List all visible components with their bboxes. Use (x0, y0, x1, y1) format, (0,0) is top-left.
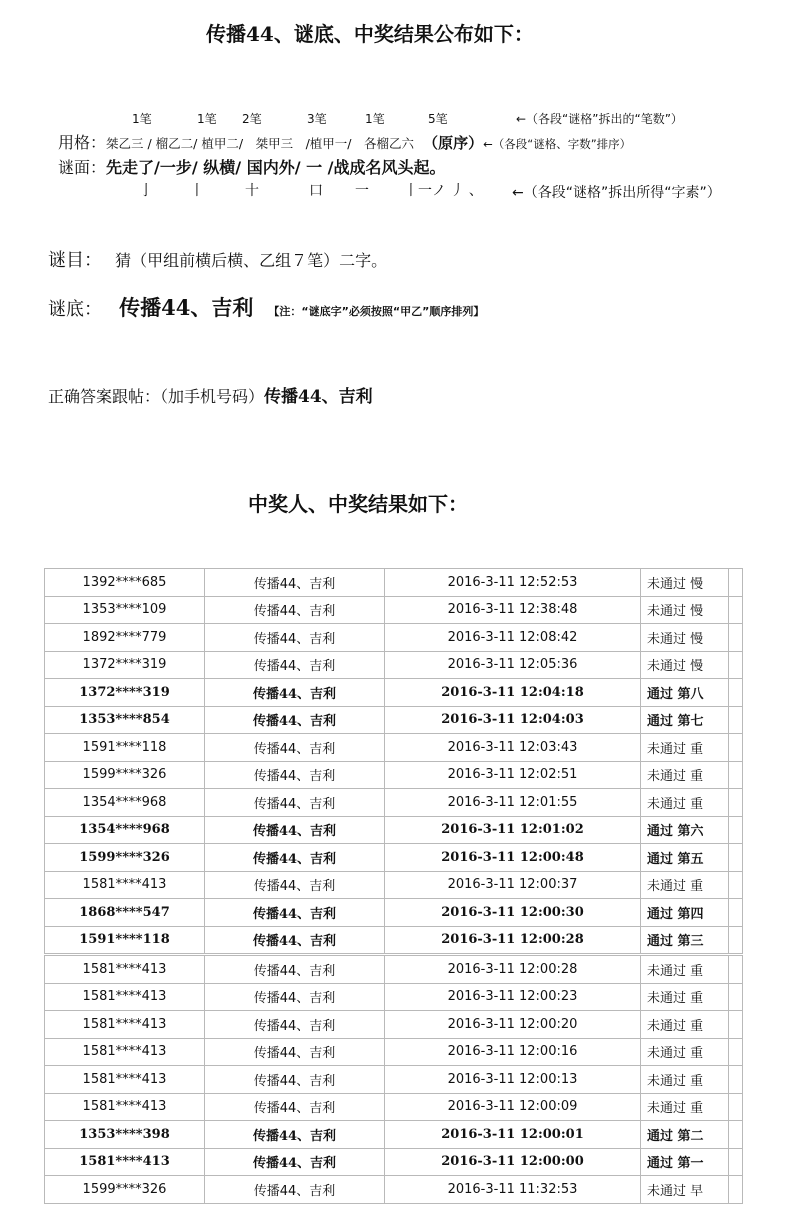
answer-cell: 传播44、吉利 (205, 816, 385, 844)
radical: 十 (245, 183, 259, 199)
spacer-cell (729, 679, 743, 707)
mimian-line (58, 155, 446, 178)
yongge-note: ←（各段“谜格、字数”排序） (483, 137, 632, 151)
spacer-cell (729, 871, 743, 899)
phone-cell: 1372****319 (45, 679, 205, 707)
table-row (45, 816, 743, 844)
result-cell: 未通过 重 (641, 1066, 729, 1094)
table-row (45, 1011, 743, 1039)
spacer-cell (729, 734, 743, 762)
table-row (45, 871, 743, 899)
midi-label: 谜底： (48, 299, 102, 320)
answer-cell: 传播44、吉利 (205, 596, 385, 624)
table-row (45, 1121, 743, 1149)
results-body (45, 569, 743, 1204)
phone-cell: 1354****968 (45, 816, 205, 844)
table-row (45, 789, 743, 817)
time-cell: 2016-3-11 12:02:51 (385, 761, 641, 789)
stroke-count-note: ←（各段“谜格”拆出的“笔数”） (516, 112, 683, 126)
result-cell: 未通过 重 (641, 789, 729, 817)
results-table (44, 568, 743, 1204)
answer-cell: 传播44、吉利 (205, 1148, 385, 1176)
result-cell: 未通过 重 (641, 1093, 729, 1121)
answer-cell: 传播44、吉利 (205, 983, 385, 1011)
answer-cell: 传播44、吉利 (205, 761, 385, 789)
spacer-cell (729, 761, 743, 789)
time-cell: 2016-3-11 12:04:18 (385, 679, 641, 707)
result-cell: 通过 第八 (641, 679, 729, 707)
answer-cell: 传播44、吉利 (205, 955, 385, 984)
time-cell: 2016-3-11 12:01:02 (385, 816, 641, 844)
stroke-count: 5笔 (428, 112, 448, 126)
phone-cell: 1353****109 (45, 596, 205, 624)
midi-note: 【注：“谜底字”必须按照“甲乙”顺序排列】 (268, 305, 485, 318)
phone-cell: 1354****968 (45, 789, 205, 817)
reply-value: 传播44、吉利 (264, 387, 373, 407)
radical: 亅 (139, 183, 153, 199)
winners-title: 中奖人、中奖结果如下： (248, 492, 468, 516)
result-cell: 未通过 早 (641, 1176, 729, 1204)
radical: 一 (355, 183, 369, 199)
answer-cell: 传播44、吉利 (205, 899, 385, 927)
time-cell: 2016-3-11 12:00:48 (385, 844, 641, 872)
answer-cell: 传播44、吉利 (205, 624, 385, 652)
mimu-text: 猜（甲组前横后横、乙组７笔）二字。 (115, 251, 388, 270)
table-row (45, 1176, 743, 1204)
answer-cell: 传播44、吉利 (205, 569, 385, 597)
spacer-cell (729, 706, 743, 734)
spacer-cell (729, 1148, 743, 1176)
result-cell: 通过 第三 (641, 926, 729, 955)
spacer-cell (729, 1011, 743, 1039)
spacer-cell (729, 983, 743, 1011)
table-row (45, 899, 743, 927)
table-row (45, 734, 743, 762)
result-cell: 通过 第四 (641, 899, 729, 927)
phone-cell: 1581****413 (45, 983, 205, 1011)
table-row (45, 624, 743, 652)
stroke-count: 2笔 (242, 112, 262, 126)
phone-cell: 1581****413 (45, 1148, 205, 1176)
spacer-cell (729, 899, 743, 927)
phone-cell: 1599****326 (45, 761, 205, 789)
result-cell: 通过 第七 (641, 706, 729, 734)
time-cell: 2016-3-11 12:00:23 (385, 983, 641, 1011)
phone-cell: 1591****118 (45, 926, 205, 955)
answer-cell: 传播44、吉利 (205, 926, 385, 955)
time-cell: 2016-3-11 12:03:43 (385, 734, 641, 762)
table-row (45, 679, 743, 707)
page-title: 传播44、谜底、中奖结果公布如下： (206, 22, 534, 46)
spacer-cell (729, 789, 743, 817)
answer-cell: 传播44、吉利 (205, 706, 385, 734)
spacer-cell (729, 926, 743, 955)
spacer-cell (729, 569, 743, 597)
phone-cell: 1372****319 (45, 651, 205, 679)
table-row (45, 1066, 743, 1094)
spacer-cell (729, 1038, 743, 1066)
spacer-cell (729, 624, 743, 652)
phone-cell: 1599****326 (45, 844, 205, 872)
result-cell: 未通过 重 (641, 871, 729, 899)
answer-cell: 传播44、吉利 (205, 1038, 385, 1066)
reply-label: 正确答案跟帖：（加手机号码） (48, 387, 265, 406)
spacer-cell (729, 816, 743, 844)
time-cell: 2016-3-11 11:32:53 (385, 1176, 641, 1204)
phone-cell: 1581****413 (45, 1038, 205, 1066)
mimian-label: 谜面： (58, 158, 107, 177)
midi-answer: 传播44、吉利 (119, 295, 254, 320)
phone-cell: 1868****547 (45, 899, 205, 927)
stroke-count: 1笔 (132, 112, 152, 126)
spacer-cell (729, 1176, 743, 1204)
radical: 丨 (190, 183, 204, 199)
result-cell: 未通过 重 (641, 983, 729, 1011)
table-row (45, 651, 743, 679)
phone-cell: 1892****779 (45, 624, 205, 652)
phone-cell: 1392****685 (45, 569, 205, 597)
spacer-cell (729, 1093, 743, 1121)
result-cell: 未通过 重 (641, 1011, 729, 1039)
table-row (45, 1038, 743, 1066)
table-row (45, 569, 743, 597)
answer-cell: 传播44、吉利 (205, 844, 385, 872)
yongge-label: 用格： (58, 133, 107, 152)
phone-cell: 1591****118 (45, 734, 205, 762)
result-cell: 通过 第六 (641, 816, 729, 844)
answer-cell: 传播44、吉利 (205, 871, 385, 899)
spacer-cell (729, 844, 743, 872)
table-row (45, 983, 743, 1011)
spacer-cell (729, 1121, 743, 1149)
answer-cell: 传播44、吉利 (205, 679, 385, 707)
stroke-count: 1笔 (197, 112, 217, 126)
time-cell: 2016-3-11 12:00:01 (385, 1121, 641, 1149)
phone-cell: 1599****326 (45, 1176, 205, 1204)
time-cell: 2016-3-11 12:00:09 (385, 1093, 641, 1121)
time-cell: 2016-3-11 12:00:00 (385, 1148, 641, 1176)
result-cell: 通过 第五 (641, 844, 729, 872)
result-cell: 未通过 慢 (641, 569, 729, 597)
time-cell: 2016-3-11 12:00:28 (385, 926, 641, 955)
answer-cell: 传播44、吉利 (205, 1011, 385, 1039)
time-cell: 2016-3-11 12:08:42 (385, 624, 641, 652)
table-row (45, 1148, 743, 1176)
result-cell: 未通过 慢 (641, 624, 729, 652)
phone-cell: 1581****413 (45, 1011, 205, 1039)
table-row (45, 926, 743, 955)
phone-cell: 1581****413 (45, 871, 205, 899)
answer-cell: 传播44、吉利 (205, 651, 385, 679)
result-cell: 未通过 重 (641, 761, 729, 789)
answer-cell: 传播44、吉利 (205, 789, 385, 817)
time-cell: 2016-3-11 12:00:37 (385, 871, 641, 899)
time-cell: 2016-3-11 12:00:16 (385, 1038, 641, 1066)
phone-cell: 1353****398 (45, 1121, 205, 1149)
result-cell: 未通过 慢 (641, 651, 729, 679)
stroke-count: 1笔 (365, 112, 385, 126)
radical-note: ←（各段“谜格”拆出所得“字素”） (512, 185, 721, 201)
time-cell: 2016-3-11 12:00:30 (385, 899, 641, 927)
stroke-count: 3笔 (307, 112, 327, 126)
mimu-label: 谜目： (48, 250, 102, 271)
mimian-text: 先走了/一步/ 纵横/ 国内外/ 一 /战成名风头起。 (106, 158, 446, 177)
time-cell: 2016-3-11 12:04:03 (385, 706, 641, 734)
answer-cell: 传播44、吉利 (205, 734, 385, 762)
result-cell: 未通过 重 (641, 734, 729, 762)
result-cell: 未通过 重 (641, 1038, 729, 1066)
result-cell: 未通过 重 (641, 955, 729, 984)
table-row (45, 1093, 743, 1121)
spacer-cell (729, 1066, 743, 1094)
table-row (45, 955, 743, 984)
time-cell: 2016-3-11 12:38:48 (385, 596, 641, 624)
time-cell: 2016-3-11 12:01:55 (385, 789, 641, 817)
spacer-cell (729, 651, 743, 679)
time-cell: 2016-3-11 12:00:28 (385, 955, 641, 984)
phone-cell: 1353****854 (45, 706, 205, 734)
reply-line (48, 382, 373, 407)
table-row (45, 596, 743, 624)
time-cell: 2016-3-11 12:00:20 (385, 1011, 641, 1039)
yongge-parts: 桀乙三 / 榴乙二/ 植甲二/ 桀甲三 /植甲一/ 各榴乙六 (106, 136, 414, 151)
result-cell: 通过 第一 (641, 1148, 729, 1176)
result-cell: 通过 第二 (641, 1121, 729, 1149)
table-row (45, 761, 743, 789)
phone-cell: 1581****413 (45, 1066, 205, 1094)
time-cell: 2016-3-11 12:52:53 (385, 569, 641, 597)
yongge-line (58, 130, 631, 153)
table-row (45, 706, 743, 734)
spacer-cell (729, 596, 743, 624)
midi-line (48, 292, 484, 322)
yongge-order: （原序） (423, 134, 484, 152)
phone-cell: 1581****413 (45, 955, 205, 984)
mimu-line (48, 246, 387, 272)
result-cell: 未通过 慢 (641, 596, 729, 624)
time-cell: 2016-3-11 12:05:36 (385, 651, 641, 679)
phone-cell: 1581****413 (45, 1093, 205, 1121)
time-cell: 2016-3-11 12:00:13 (385, 1066, 641, 1094)
radical: 口 (309, 183, 323, 199)
answer-cell: 传播44、吉利 (205, 1121, 385, 1149)
answer-cell: 传播44、吉利 (205, 1093, 385, 1121)
radical: 丨一ノ 丿 、 (404, 183, 483, 199)
table-row (45, 844, 743, 872)
answer-cell: 传播44、吉利 (205, 1176, 385, 1204)
answer-cell: 传播44、吉利 (205, 1066, 385, 1094)
spacer-cell (729, 955, 743, 984)
